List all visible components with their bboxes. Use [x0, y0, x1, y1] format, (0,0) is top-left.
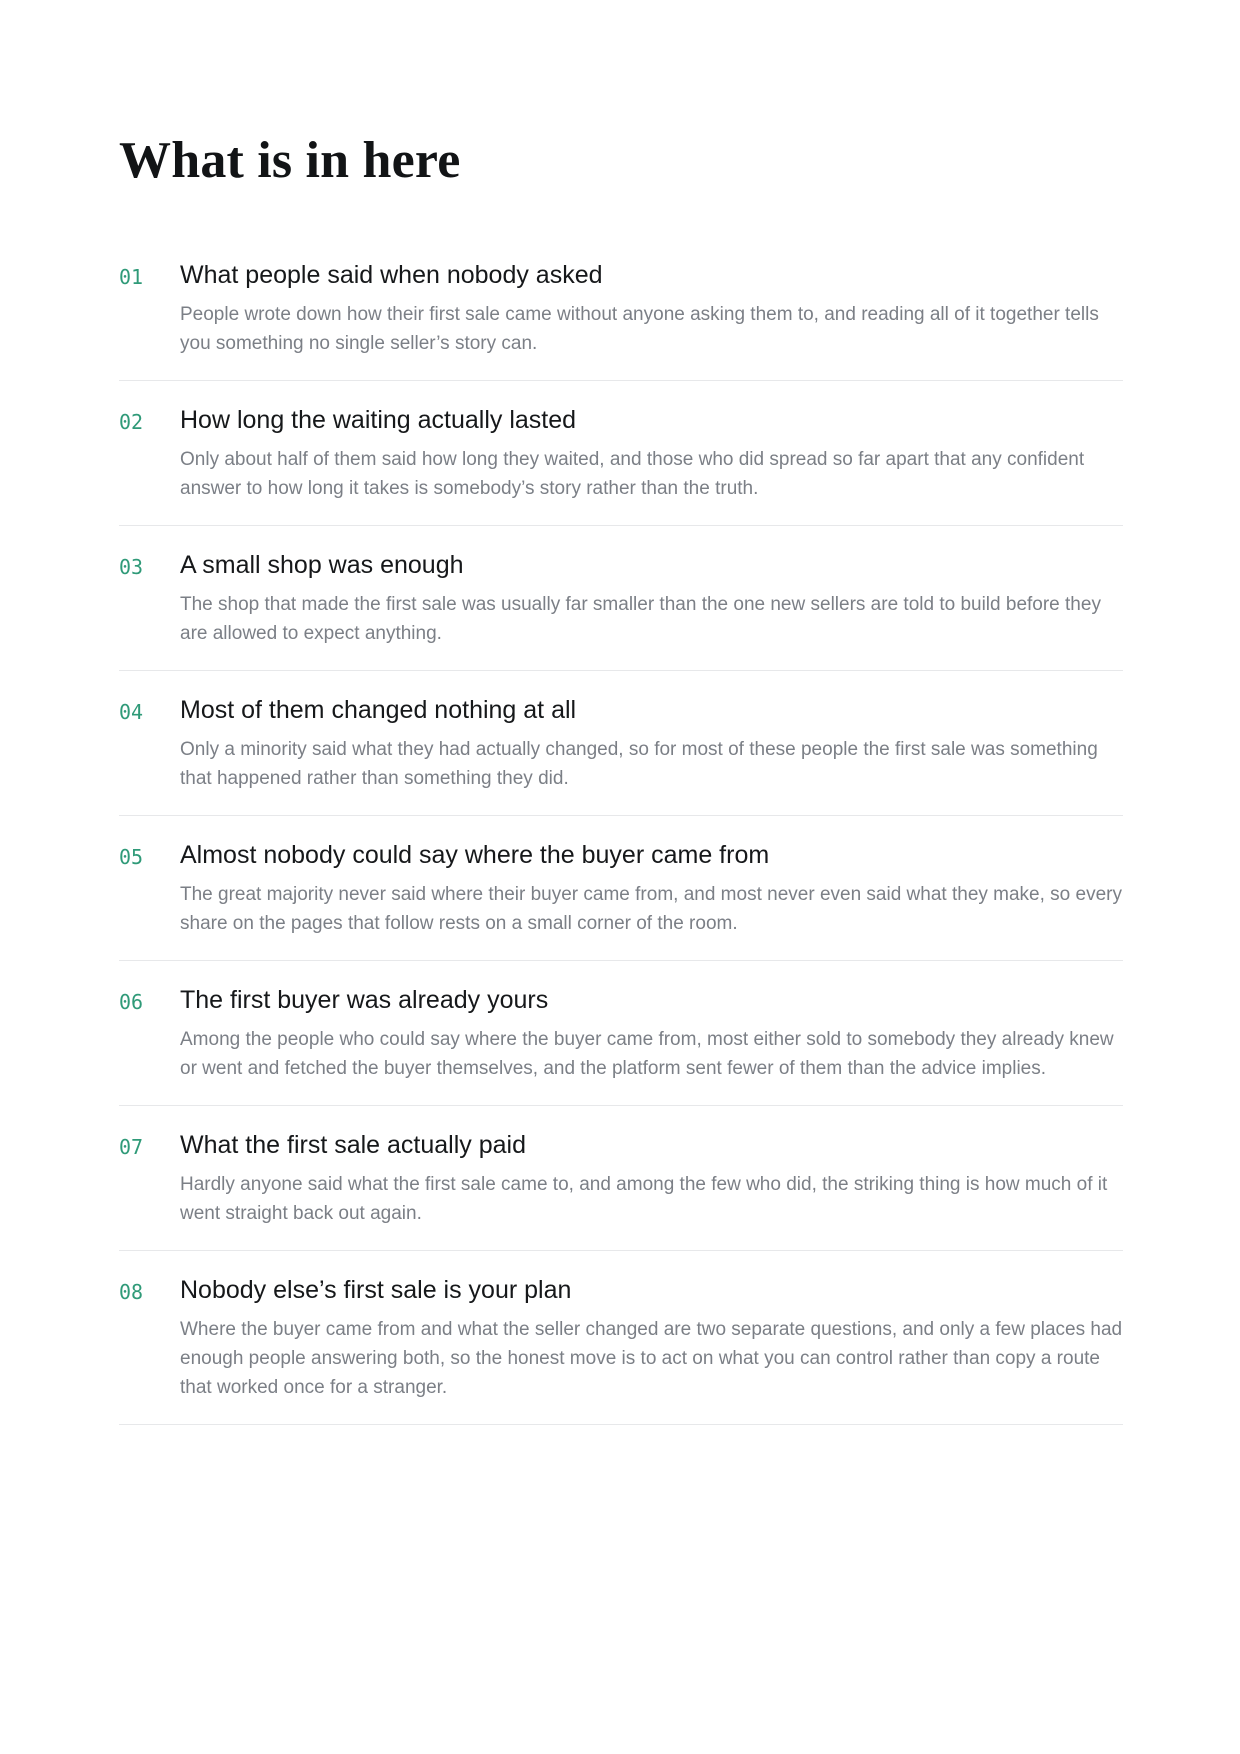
- toc-item-heading[interactable]: A small shop was enough: [180, 551, 464, 579]
- toc-item-description: Only about half of them said how long they waited, and those who did spread so far apart that any confident answer to how long it takes is somebody’s story rather than the truth.: [180, 449, 1085, 499]
- table-of-contents: [119, 258, 1123, 1447]
- toc-item-number: 05: [119, 845, 144, 869]
- toc-item-description: The great majority never said where their buyer came from, and most never even said what they make, so every share on the pages that follow rests on a small corner of the room.: [180, 884, 1122, 934]
- page-title: What is in here: [119, 132, 461, 189]
- toc-item[interactable]: [119, 693, 1123, 816]
- toc-item-body: [180, 1128, 1123, 1228]
- toc-item-number: 04: [119, 700, 144, 724]
- toc-item-heading[interactable]: Almost nobody could say where the buyer came from: [180, 841, 770, 869]
- toc-item-description: Hardly anyone said what the first sale came to, and among the few who did, the striking thing is how much of it went straight back out again.: [180, 1174, 1108, 1224]
- toc-item-body: [180, 548, 1123, 648]
- toc-item-number: 08: [119, 1280, 144, 1304]
- toc-item-number: 02: [119, 410, 144, 434]
- toc-item-body: [180, 838, 1123, 938]
- toc-item[interactable]: [119, 1128, 1123, 1251]
- toc-item-number: 01: [119, 265, 144, 289]
- toc-item-body: [180, 258, 1123, 358]
- toc-item[interactable]: [119, 838, 1123, 961]
- toc-item-heading[interactable]: Most of them changed nothing at all: [180, 696, 577, 724]
- toc-item[interactable]: [119, 1273, 1123, 1425]
- toc-item-body: [180, 403, 1123, 503]
- toc-item-number: 06: [119, 990, 144, 1014]
- toc-item-description: Among the people who could say where the buyer came from, most either sold to somebody they already knew or went and fetched the buyer themselves, and the platform sent fewer of them than the advice implies.: [180, 1029, 1114, 1079]
- toc-item-body: [180, 983, 1123, 1083]
- toc-item-heading[interactable]: The first buyer was already yours: [180, 986, 549, 1014]
- toc-item[interactable]: [119, 403, 1123, 526]
- toc-item-body: [180, 693, 1123, 793]
- toc-item-description: The shop that made the first sale was usually far smaller than the one new sellers are told to build before they are allowed to expect anything.: [180, 594, 1101, 644]
- toc-item-heading[interactable]: How long the waiting actually lasted: [180, 406, 577, 434]
- toc-item[interactable]: [119, 258, 1123, 381]
- toc-item-heading[interactable]: Nobody else’s first sale is your plan: [180, 1276, 572, 1304]
- toc-item[interactable]: [119, 983, 1123, 1106]
- toc-item-number: 07: [119, 1135, 144, 1159]
- toc-item-description: Where the buyer came from and what the seller changed are two separate questions, and only a few places had enough people answering both, so the honest move is to act on what you can control rather than copy a route that worked once for a stranger.: [180, 1319, 1123, 1398]
- toc-item-description: People wrote down how their first sale came without anyone asking them to, and reading all of it together tells you something no single seller’s story can.: [180, 304, 1099, 354]
- toc-item-body: [180, 1273, 1123, 1402]
- toc-item-heading[interactable]: What the first sale actually paid: [180, 1131, 526, 1159]
- toc-item[interactable]: [119, 548, 1123, 671]
- toc-item-description: Only a minority said what they had actually changed, so for most of these people the first sale was something that happened rather than something they did.: [180, 739, 1098, 789]
- toc-item-heading[interactable]: What people said when nobody asked: [180, 261, 603, 289]
- toc-item-number: 03: [119, 555, 144, 579]
